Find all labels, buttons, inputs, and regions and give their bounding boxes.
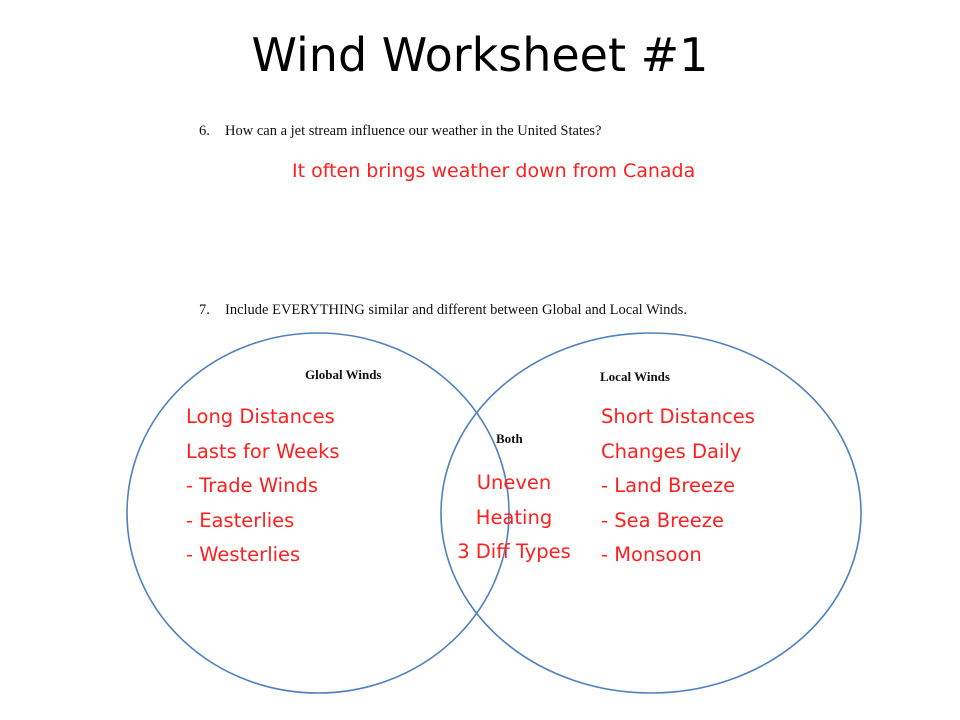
- global-winds-item: - Westerlies: [186, 543, 301, 566]
- local-winds-item: Changes Daily: [601, 439, 742, 463]
- global-winds-label: Global Winds: [305, 367, 382, 382]
- question-7-text: Include EVERYTHING similar and different between Global and Local Winds.: [225, 302, 687, 318]
- local-winds-item: Short Distances: [601, 405, 755, 428]
- question-6-number: 6.: [199, 123, 210, 139]
- both-item: Uneven: [476, 471, 552, 494]
- local-winds-item: - Sea Breeze: [601, 508, 724, 532]
- both-label: Both: [496, 431, 523, 446]
- global-winds-item: - Trade Winds: [186, 474, 318, 497]
- global-winds-list: [186, 400, 340, 573]
- local-winds-label: Local Winds: [600, 369, 670, 384]
- local-winds-item: - Land Breeze: [601, 474, 736, 497]
- both-item: Heating: [475, 505, 553, 529]
- question-6-text: How can a jet stream influence our weather in the United States?: [225, 123, 602, 139]
- slide-title: Wind Worksheet #1: [251, 28, 709, 82]
- global-winds-item: Lasts for Weeks: [186, 439, 340, 463]
- both-item: 3 Diff Types: [457, 540, 571, 563]
- both-list: [442, 466, 586, 570]
- local-winds-item: - Monsoon: [601, 543, 702, 566]
- global-winds-item: Long Distances: [186, 405, 335, 428]
- question-6-answer: It often brings weather down from Canada: [292, 160, 696, 182]
- global-winds-item: - Easterlies: [186, 508, 295, 532]
- question-7-number: 7.: [199, 302, 210, 318]
- local-winds-list: [601, 400, 755, 573]
